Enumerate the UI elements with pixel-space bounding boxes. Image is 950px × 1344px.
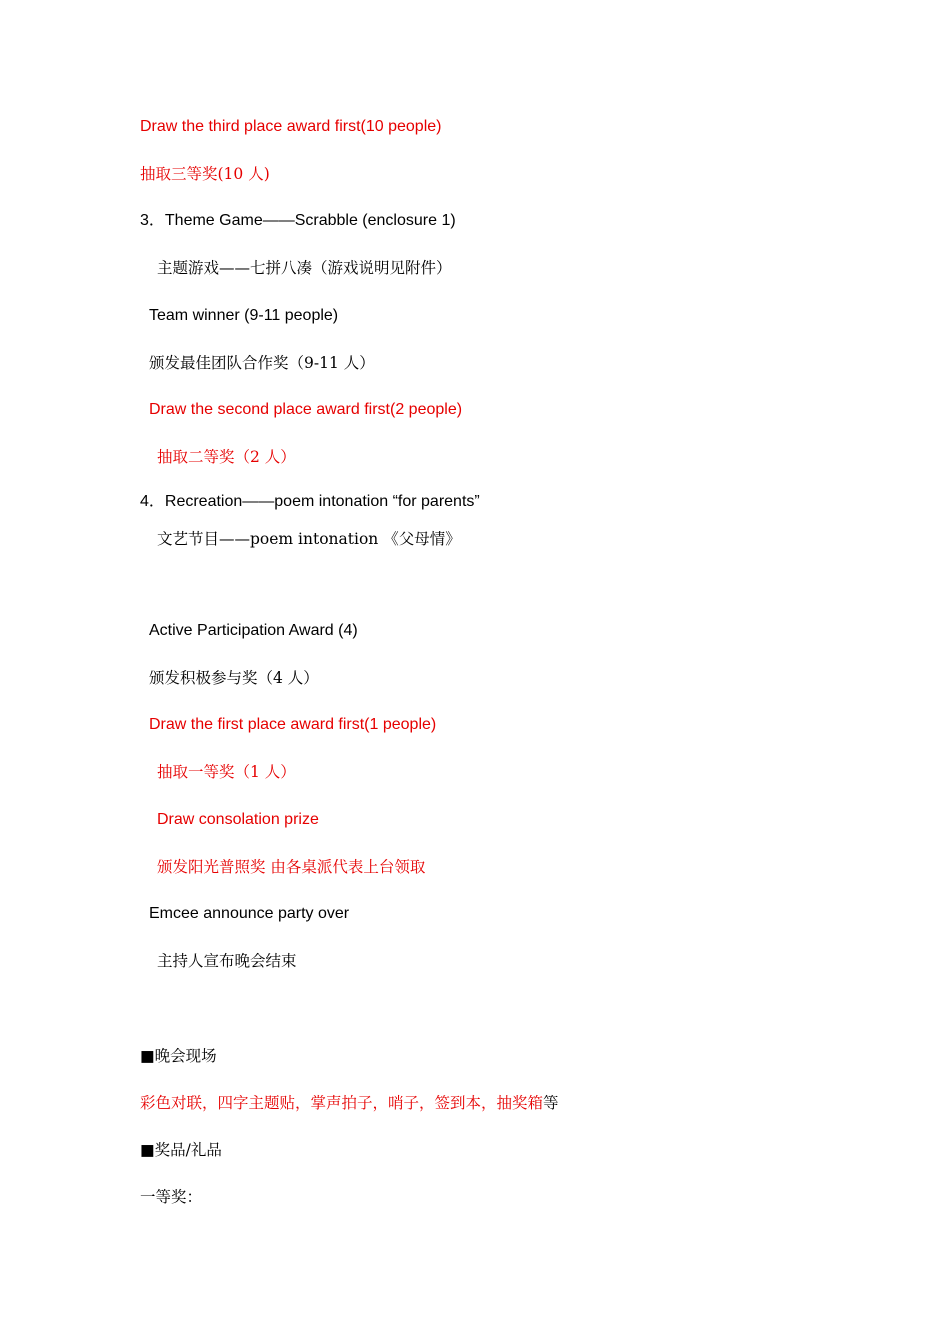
team-winner-cn: 颁发最佳团队合作奖（9-11 人）: [149, 354, 375, 372]
venue-items: [140, 1093, 559, 1113]
third-place-draw-cn: 抽取三等奖(10 人): [140, 165, 270, 183]
second-place-draw-cn: 抽取二等奖（2 人）: [157, 448, 296, 466]
theme-game-cn: 主题游戏——七拼八凑（游戏说明见附件）: [157, 259, 452, 277]
consolation-prize-en: Draw consolation prize: [157, 811, 319, 828]
first-place-draw-cn: 抽取一等奖（1 人）: [157, 763, 296, 781]
venue-items-etc: 等: [543, 1094, 559, 1112]
active-participation-cn: 颁发积极参与奖（4 人）: [149, 669, 319, 687]
recreation-heading: 4．Recreation——poem intonation “for parents”: [140, 493, 480, 510]
party-over-cn: 主持人宣布晚会结束: [157, 952, 297, 970]
venue-items-list: 彩色对联，四字主题贴，掌声拍子，哨子，签到本，抽奖箱: [140, 1094, 544, 1112]
venue-section-heading: ■晚会现场: [140, 1047, 217, 1065]
second-place-draw-en: Draw the second place award first(2 people): [149, 401, 463, 418]
first-place-draw-en: Draw the first place award first(1 people): [149, 716, 437, 733]
recreation-cn: 文艺节目——poem intonation 《父母情》: [157, 530, 461, 548]
theme-game-heading: 3．Theme Game——Scrabble (enclosure 1): [140, 212, 456, 229]
third-place-draw-en: Draw the third place award first(10 people): [140, 118, 442, 135]
first-prize-label: 一等奖：: [140, 1188, 203, 1206]
active-participation-en: Active Participation Award (4): [149, 622, 358, 639]
consolation-prize-cn: 颁发阳光普照奖 由各桌派代表上台领取: [157, 858, 426, 876]
prizes-section-heading: ■奖品/礼品: [140, 1141, 222, 1159]
party-over-en: Emcee announce party over: [149, 905, 350, 922]
team-winner-en: Team winner (9-11 people): [149, 307, 339, 324]
